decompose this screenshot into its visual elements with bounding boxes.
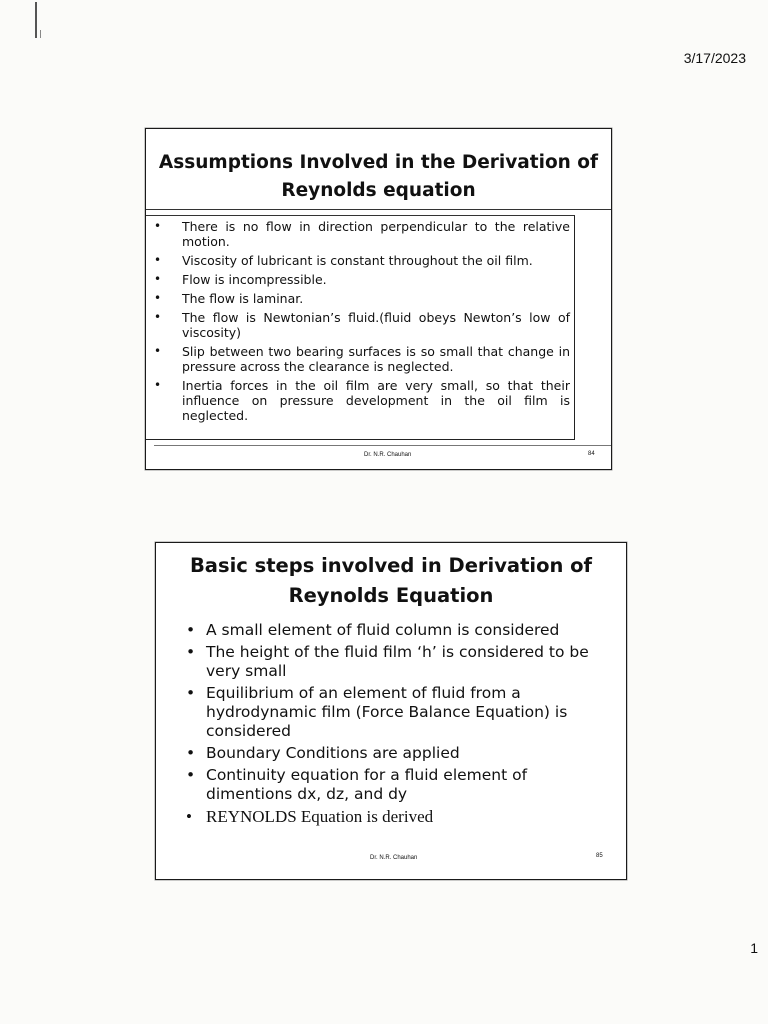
- list-item: • Flow is incompressible.: [154, 272, 327, 287]
- slide-title-line: Basic steps involved in Derivation of: [189, 554, 593, 577]
- slide-title: [156, 551, 626, 611]
- list-item: • Boundary Conditions are applied: [186, 744, 460, 762]
- bullet-icon: •: [186, 744, 196, 762]
- slide-84: [145, 128, 612, 470]
- bullet-icon: •: [154, 310, 162, 324]
- list-item: • Slip between two bearing surfaces is so small that change in pressure across the clearance is neglected.: [154, 344, 570, 374]
- bullet-icon: •: [154, 272, 162, 286]
- bullet-icon: •: [154, 291, 162, 305]
- assumptions-list: [146, 219, 574, 427]
- slide-title-line: Reynolds equation: [281, 180, 476, 201]
- bullet-icon: •: [186, 684, 196, 702]
- slide-number: 85: [596, 853, 603, 859]
- list-item: • The flow is Newtonian’s fluid.(fluid obeys Newton’s low of viscosity): [154, 310, 570, 340]
- title-divider: [146, 209, 611, 210]
- slide-number: 84: [588, 451, 595, 457]
- slide-85: [155, 542, 627, 880]
- print-date: 3/17/2023: [683, 50, 746, 66]
- bullet-icon: •: [186, 766, 196, 784]
- bullet-icon: •: [154, 344, 162, 358]
- bullet-icon: •: [154, 219, 162, 233]
- bullet-icon: •: [186, 643, 196, 661]
- list-item: • There is no flow in direction perpendicular to the relative motion.: [154, 219, 570, 249]
- list-item: • A small element of fluid column is considered: [186, 621, 560, 639]
- list-item: • The height of the fluid film ‘h’ is considered to be very small: [186, 643, 589, 680]
- list-item: • Inertia forces in the oil film are very small, so that their influence on pressure development in the oil film is neglected.: [154, 378, 570, 423]
- list-item: • Continuity equation for a fluid element of dimentions dx, dz, and dy: [186, 766, 528, 803]
- page-number: 1: [750, 940, 758, 956]
- slide-title-line: Reynolds Equation: [288, 584, 494, 607]
- bullet-icon: •: [154, 253, 162, 267]
- slide-title-line: Assumptions Involved in the Derivation of: [158, 152, 599, 173]
- list-item: • REYNOLDS Equation is derived: [186, 807, 434, 826]
- scan-artifact-mark: [35, 2, 37, 38]
- list-item: • The flow is laminar.: [154, 291, 304, 306]
- bullet-icon: •: [186, 621, 196, 639]
- list-item: • Viscosity of lubricant is constant throughout the oil film.: [154, 253, 533, 268]
- slide-title: [146, 149, 611, 205]
- footer-divider: [154, 445, 611, 446]
- steps-list: [184, 621, 599, 829]
- footer-author: Dr. N.R. Chauhan: [370, 855, 418, 861]
- scan-artifact-mark: [40, 30, 41, 38]
- bullet-icon: •: [154, 378, 162, 392]
- footer-author: Dr. N.R. Chauhan: [364, 452, 412, 458]
- bullet-icon: •: [186, 807, 192, 826]
- list-item: • Equilibrium of an element of fluid from a hydrodynamic film (Force Balance Equation) is considered: [186, 684, 568, 740]
